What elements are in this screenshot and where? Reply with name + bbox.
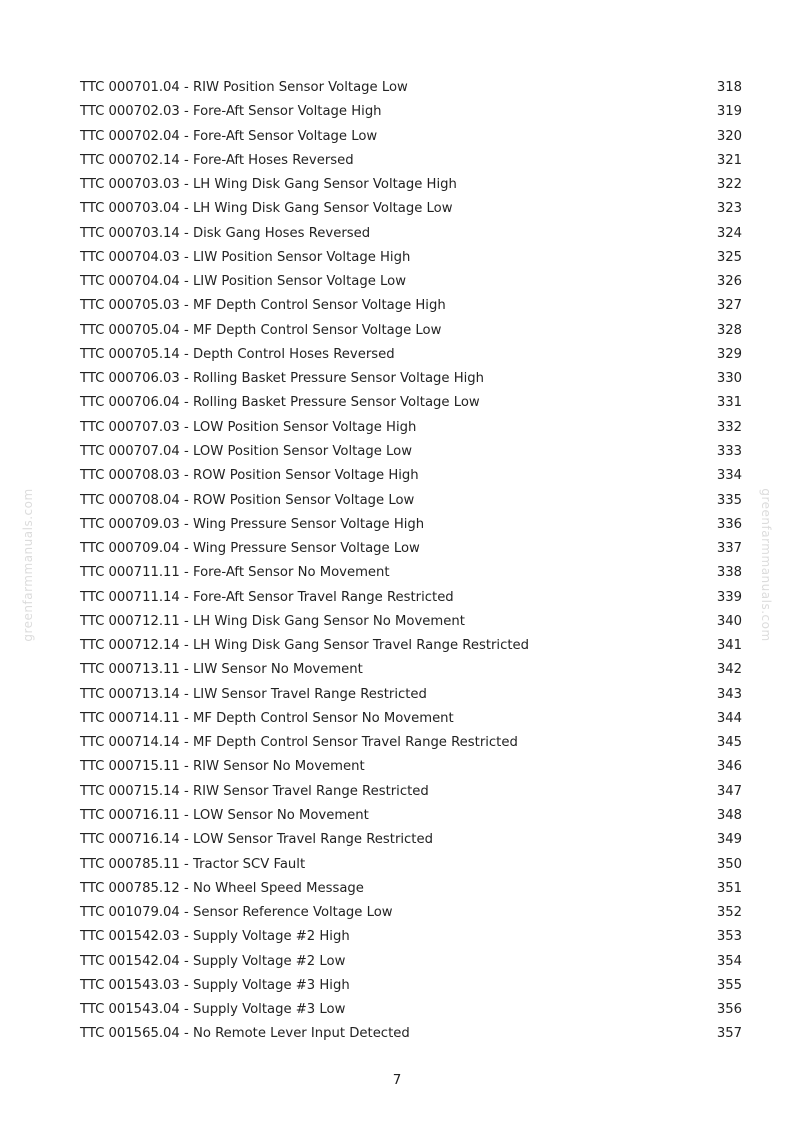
toc-entry-title: TTC 000704.03 - LIW Position Sensor Voltage High (80, 249, 411, 265)
toc-entry-title: TTC 000708.04 - ROW Position Sensor Voltage Low (80, 492, 415, 508)
toc-entry-title: TTC 000716.11 - LOW Sensor No Movement (80, 807, 369, 823)
toc-entry-title: TTC 000714.11 - MF Depth Control Sensor No Movement (80, 710, 454, 726)
toc-entry[interactable] (80, 561, 742, 585)
toc-entry-page: 325 (716, 249, 742, 265)
toc-entry-title: TTC 000702.14 - Fore-Aft Hoses Reversed (80, 152, 354, 168)
toc-entry[interactable] (80, 100, 742, 124)
toc-entry[interactable] (80, 125, 742, 149)
toc-entry-page: 329 (716, 346, 742, 362)
toc-entry[interactable] (80, 853, 742, 877)
toc-entry-page: 320 (716, 128, 742, 144)
toc-entry-page: 338 (716, 565, 742, 581)
toc-entry-title: TTC 000702.04 - Fore-Aft Sensor Voltage Low (80, 128, 378, 144)
toc-entry-title: TTC 000785.12 - No Wheel Speed Message (80, 880, 364, 896)
toc-entry[interactable] (80, 828, 742, 852)
toc-entry-title: TTC 000705.04 - MF Depth Control Sensor Voltage Low (80, 322, 442, 338)
toc-entry-page: 335 (716, 492, 742, 508)
toc-entry-page: 328 (716, 322, 742, 338)
toc-entry-title: TTC 000785.11 - Tractor SCV Fault (80, 856, 306, 872)
toc-entry[interactable] (80, 197, 742, 221)
toc-entry-page: 333 (716, 443, 742, 459)
toc-entry-page: 318 (716, 80, 742, 95)
toc-entry-page: 330 (716, 371, 742, 387)
toc-entry-page: 343 (716, 686, 742, 702)
toc-entry-title: TTC 001079.04 - Sensor Reference Voltage Low (80, 905, 393, 921)
toc-entry-title: TTC 000703.04 - LH Wing Disk Gang Sensor Voltage Low (80, 201, 453, 217)
page-number: 7 (392, 1072, 402, 1088)
toc-entry-title: TTC 000709.03 - Wing Pressure Sensor Voltage High (80, 516, 425, 532)
toc-entry[interactable] (80, 683, 742, 707)
toc-entry[interactable] (80, 755, 742, 779)
toc-entry-title: TTC 000712.14 - LH Wing Disk Gang Sensor Travel Range Restricted (80, 638, 529, 654)
toc-entry-page: 350 (716, 856, 742, 872)
toc-entry[interactable] (80, 925, 742, 949)
toc-entry[interactable] (80, 901, 742, 925)
toc-entry-title: TTC 000716.14 - LOW Sensor Travel Range Restricted (80, 832, 433, 848)
toc-entry-title: TTC 000705.03 - MF Depth Control Sensor Voltage High (80, 298, 446, 314)
toc-entry[interactable] (80, 877, 742, 901)
toc-entry[interactable] (80, 950, 742, 974)
toc-entry-page: 342 (716, 662, 742, 678)
toc-entry[interactable] (80, 634, 742, 658)
toc-entry-title: TTC 000711.14 - Fore-Aft Sensor Travel Range Restricted (80, 589, 454, 605)
toc-entry[interactable] (80, 173, 742, 197)
toc-entry-title: TTC 000706.04 - Rolling Basket Pressure Sensor Voltage Low (80, 395, 480, 411)
toc-entry-page: 322 (716, 177, 742, 193)
toc-entry[interactable] (80, 149, 742, 173)
toc-entry-page: 324 (716, 225, 742, 241)
toc-entry[interactable] (80, 1022, 742, 1046)
table-of-contents (80, 76, 742, 1047)
toc-entry-page: 332 (716, 419, 742, 435)
toc-entry-page: 334 (716, 468, 742, 484)
toc-entry-title: TTC 000704.04 - LIW Position Sensor Voltage Low (80, 274, 406, 290)
toc-entry[interactable] (80, 707, 742, 731)
toc-entry-page: 354 (716, 953, 742, 969)
toc-entry[interactable] (80, 222, 742, 246)
toc-entry-page: 341 (716, 638, 742, 654)
toc-entry-title: TTC 000708.03 - ROW Position Sensor Voltage High (80, 468, 419, 484)
toc-entry-title: TTC 000702.03 - Fore-Aft Sensor Voltage High (80, 104, 382, 120)
toc-entry[interactable] (80, 319, 742, 343)
toc-entry-page: 340 (716, 613, 742, 629)
toc-entry-title: TTC 001565.04 - No Remote Lever Input Detected (80, 1026, 410, 1042)
toc-entry[interactable] (80, 391, 742, 415)
toc-entry-page: 356 (716, 1002, 742, 1018)
toc-entry-title: TTC 000715.14 - RIW Sensor Travel Range Restricted (80, 783, 429, 799)
toc-entry[interactable] (80, 658, 742, 682)
toc-entry-title: TTC 000713.14 - LIW Sensor Travel Range Restricted (80, 686, 427, 702)
toc-entry[interactable] (80, 610, 742, 634)
toc-entry[interactable] (80, 464, 742, 488)
toc-entry-title: TTC 000705.14 - Depth Control Hoses Reversed (80, 346, 395, 362)
toc-entry[interactable] (80, 780, 742, 804)
toc-entry-page: 355 (716, 977, 742, 993)
toc-entry-title: TTC 000709.04 - Wing Pressure Sensor Voltage Low (80, 541, 420, 557)
toc-entry[interactable] (80, 998, 742, 1022)
toc-entry-page: 345 (716, 735, 742, 751)
toc-entry-page: 319 (716, 104, 742, 120)
toc-entry-page: 326 (716, 274, 742, 290)
watermark-left: greenfarmmanuals.com (21, 488, 35, 642)
toc-entry-page: 348 (716, 807, 742, 823)
toc-entry[interactable] (80, 416, 742, 440)
toc-entry-page: 339 (716, 589, 742, 605)
toc-entry-title: TTC 001543.03 - Supply Voltage #3 High (80, 977, 350, 993)
toc-entry-page: 352 (716, 905, 742, 921)
watermark-right: greenfarmmanuals.com (759, 488, 773, 642)
toc-entry[interactable] (80, 343, 742, 367)
toc-entry-title: TTC 000713.11 - LIW Sensor No Movement (80, 662, 363, 678)
toc-entry-title: TTC 000714.14 - MF Depth Control Sensor Travel Range Restricted (80, 735, 518, 751)
toc-entry-page: 347 (716, 783, 742, 799)
toc-entry[interactable] (80, 489, 742, 513)
toc-entry[interactable] (80, 76, 742, 100)
toc-entry[interactable] (80, 974, 742, 998)
toc-entry-page: 357 (716, 1026, 742, 1042)
toc-entry-page: 353 (716, 929, 742, 945)
toc-entry-page: 331 (716, 395, 742, 411)
toc-entry-title: TTC 000703.03 - LH Wing Disk Gang Sensor Voltage High (80, 177, 457, 193)
toc-entry[interactable] (80, 513, 742, 537)
toc-entry[interactable] (80, 804, 742, 828)
toc-entry-title: TTC 000707.03 - LOW Position Sensor Voltage High (80, 419, 417, 435)
toc-entry-page: 336 (716, 516, 742, 532)
toc-entry[interactable] (80, 367, 742, 391)
toc-entry-title: TTC 000715.11 - RIW Sensor No Movement (80, 759, 365, 775)
toc-entry-title: TTC 001542.03 - Supply Voltage #2 High (80, 929, 350, 945)
toc-entry-title: TTC 001543.04 - Supply Voltage #3 Low (80, 1002, 346, 1018)
toc-entry-page: 337 (716, 541, 742, 557)
toc-entry-page: 327 (716, 298, 742, 314)
toc-entry[interactable] (80, 246, 742, 270)
toc-entry[interactable] (80, 440, 742, 464)
toc-entry-title: TTC 000701.04 - RIW Position Sensor Voltage Low (80, 80, 408, 95)
toc-entry-page: 346 (716, 759, 742, 775)
toc-entry-page: 351 (716, 880, 742, 896)
toc-entry[interactable] (80, 270, 742, 294)
toc-entry-title: TTC 000712.11 - LH Wing Disk Gang Sensor No Movement (80, 613, 465, 629)
toc-entry[interactable] (80, 731, 742, 755)
toc-entry-page: 344 (716, 710, 742, 726)
toc-entry-title: TTC 000711.11 - Fore-Aft Sensor No Movement (80, 565, 390, 581)
toc-entry[interactable] (80, 294, 742, 318)
toc-entry-title: TTC 001542.04 - Supply Voltage #2 Low (80, 953, 346, 969)
toc-entry-page: 321 (716, 152, 742, 168)
toc-entry-page: 349 (716, 832, 742, 848)
toc-entry[interactable] (80, 537, 742, 561)
toc-entry-page: 323 (716, 201, 742, 217)
toc-entry[interactable] (80, 586, 742, 610)
toc-entry-title: TTC 000707.04 - LOW Position Sensor Voltage Low (80, 443, 413, 459)
toc-entry-title: TTC 000703.14 - Disk Gang Hoses Reversed (80, 225, 371, 241)
toc-entry-title: TTC 000706.03 - Rolling Basket Pressure Sensor Voltage High (80, 371, 485, 387)
